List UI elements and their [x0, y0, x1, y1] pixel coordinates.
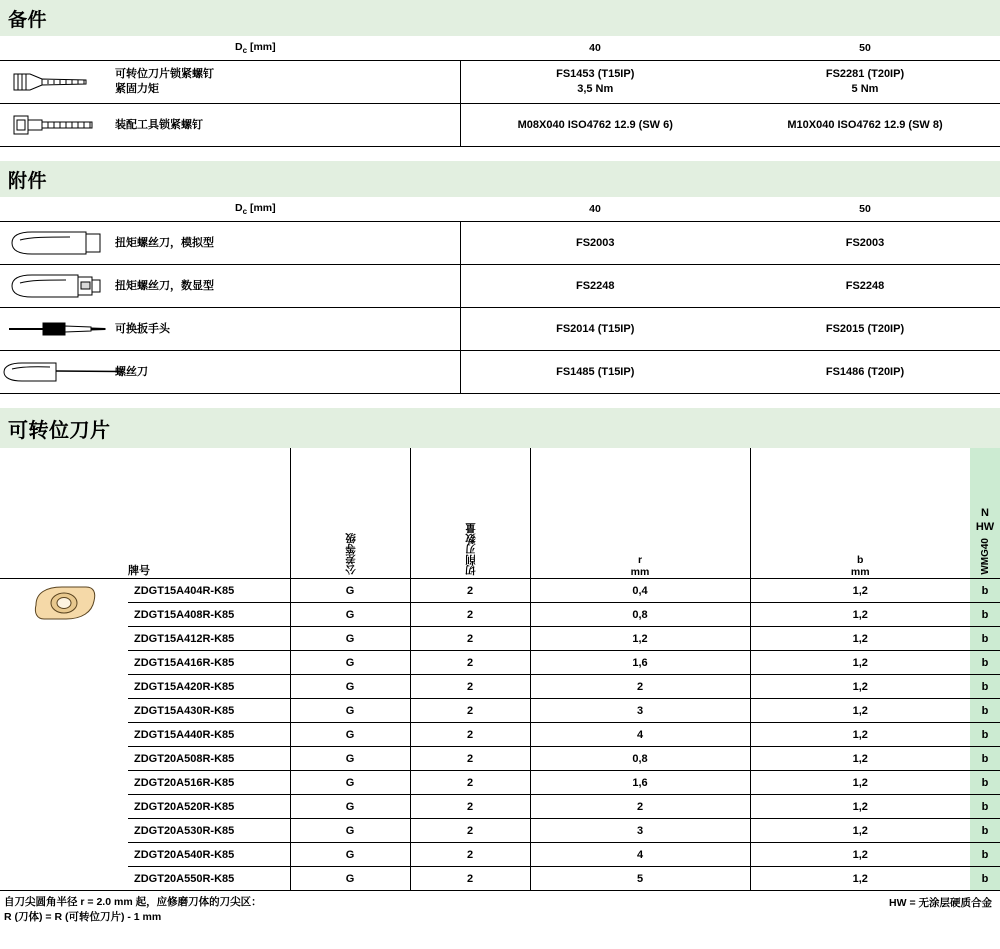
col-header-r-unit: mm [630, 565, 650, 578]
insert-b: 1,2 [750, 675, 970, 699]
insert-grade: b [970, 843, 1000, 867]
accessory-description-line1: 扭矩螺丝刀，模拟型 [115, 236, 214, 249]
accessory-value-50: FS2015 (T20IP) [730, 308, 1000, 351]
part-description-line2: 紧固力矩 [115, 83, 159, 95]
insert-r: 4 [530, 843, 750, 867]
insert-grade: b [970, 723, 1000, 747]
table-row [0, 104, 1000, 147]
table-row [0, 579, 1000, 603]
dc-col-40: 40 [589, 42, 601, 54]
insert-b: 1,2 [750, 795, 970, 819]
grade-code-label: WMG40 [979, 538, 991, 575]
insert-grade: b [970, 795, 1000, 819]
part-description [115, 61, 460, 104]
insert-name: ZDGT20A508R-K85 [128, 747, 290, 771]
part-description-line1: 可转位刀片锁紧螺钉 [115, 68, 214, 81]
insert-name: ZDGT20A550R-K85 [128, 867, 290, 891]
table-row [0, 723, 1000, 747]
dc-col-40: 40 [589, 203, 601, 215]
section-header-accessories [0, 161, 1000, 197]
table-row [0, 867, 1000, 891]
part-value-50-line1: FS2281 (T20IP) [825, 68, 905, 81]
table-row [0, 771, 1000, 795]
part-value-40-line1: M08X040 ISO4762 12.9 (SW 6) [517, 118, 673, 131]
spare-parts-table [0, 36, 1000, 146]
col-header-r [530, 448, 750, 579]
col-header-tolerance [290, 448, 410, 579]
insert-edges: 2 [410, 771, 530, 795]
empty-header-icon [0, 197, 115, 222]
insert-tolerance: G [290, 771, 410, 795]
section-title-spare-parts: 备件 [8, 9, 48, 31]
insert-r: 2 [530, 675, 750, 699]
dc-symbol: D [235, 40, 243, 53]
part-value-40-line2: 3,5 Nm [577, 83, 614, 95]
accessory-value-50: FS1486 (T20IP) [730, 351, 1000, 394]
insert-b: 1,2 [750, 771, 970, 795]
table-row [0, 603, 1000, 627]
insert-name: ZDGT15A430R-K85 [128, 699, 290, 723]
insert-icon-header [0, 448, 128, 579]
insert-shape-icon [0, 579, 128, 891]
inserts-header-row [0, 448, 1000, 579]
part-value-50-line2: 5 Nm [851, 83, 879, 95]
insert-tolerance: G [290, 651, 410, 675]
insert-name: ZDGT20A540R-K85 [128, 843, 290, 867]
insert-b: 1,2 [750, 723, 970, 747]
insert-edges: 2 [410, 747, 530, 771]
insert-r: 1,2 [530, 627, 750, 651]
part-value-50 [730, 61, 1000, 104]
accessory-description [115, 265, 460, 308]
torque-screwdriver-analog-icon [0, 222, 115, 265]
insert-edges: 2 [410, 699, 530, 723]
table-row [0, 675, 1000, 699]
table-row [0, 351, 1000, 394]
section-title-accessories: 附件 [8, 170, 48, 192]
insert-tolerance: G [290, 675, 410, 699]
table-row [0, 747, 1000, 771]
table-row [0, 222, 1000, 265]
dc-symbol: D [235, 201, 243, 214]
insert-grade: b [970, 603, 1000, 627]
col-header-cutting-edges [410, 448, 530, 579]
insert-grade: b [970, 699, 1000, 723]
section-header-spare-parts [0, 0, 1000, 36]
insert-b: 1,2 [750, 699, 970, 723]
part-value-50 [730, 104, 1000, 147]
insert-edges: 2 [410, 843, 530, 867]
insert-name: ZDGT20A516R-K85 [128, 771, 290, 795]
inserts-table [0, 448, 1000, 890]
accessory-value-50: FS2003 [730, 222, 1000, 265]
insert-r: 3 [530, 699, 750, 723]
accessories-table [0, 197, 1000, 393]
insert-edges: 2 [410, 651, 530, 675]
insert-edges: 2 [410, 579, 530, 603]
insert-r: 0,8 [530, 747, 750, 771]
insert-r: 3 [530, 819, 750, 843]
insert-r: 0,4 [530, 579, 750, 603]
insert-tolerance: G [290, 843, 410, 867]
accessory-value-40: FS2003 [460, 222, 730, 265]
insert-edges: 2 [410, 627, 530, 651]
insert-grade: b [970, 867, 1000, 891]
accessory-description [115, 351, 460, 394]
col-header-b-unit: mm [850, 565, 870, 578]
table-row [0, 651, 1000, 675]
insert-b: 1,2 [750, 603, 970, 627]
insert-tolerance: G [290, 723, 410, 747]
insert-grade: b [970, 747, 1000, 771]
insert-b: 1,2 [750, 867, 970, 891]
insert-grade: b [970, 651, 1000, 675]
accessory-description [115, 308, 460, 351]
insert-r: 5 [530, 867, 750, 891]
insert-tolerance: G [290, 699, 410, 723]
insert-tolerance: G [290, 795, 410, 819]
insert-b: 1,2 [750, 651, 970, 675]
grade-group-n: N [981, 506, 989, 519]
part-description [115, 104, 460, 147]
table-row [0, 699, 1000, 723]
table-header-row [0, 197, 1000, 222]
table-row [0, 265, 1000, 308]
torque-screwdriver-digital-icon [0, 265, 115, 308]
insert-r: 0,8 [530, 603, 750, 627]
insert-tolerance: G [290, 819, 410, 843]
dc-col-50: 50 [859, 203, 871, 215]
insert-edges: 2 [410, 723, 530, 747]
footnote-left-line1: 自刀尖圆角半径 r = 2.0 mm 起，应修磨刀体的刀尖区： [4, 896, 262, 908]
accessory-value-40: FS2014 (T15IP) [460, 308, 730, 351]
screwdriver-icon [0, 351, 115, 394]
part-value-40 [460, 61, 730, 104]
part-value-40-line1: FS1453 (T15IP) [556, 68, 635, 81]
insert-grade: b [970, 675, 1000, 699]
dc-subscript: c [242, 207, 248, 217]
insert-edges: 2 [410, 795, 530, 819]
table-row [0, 627, 1000, 651]
countersunk-screw-icon [0, 61, 115, 104]
insert-tolerance: G [290, 747, 410, 771]
col-header-b-symbol: b [857, 553, 864, 566]
grade-group-hw: HW [975, 520, 995, 533]
insert-grade: b [970, 627, 1000, 651]
col-header-tolerance-label: 公差等级 [344, 533, 357, 575]
footnotes [0, 891, 1000, 924]
accessory-value-40: FS2248 [460, 265, 730, 308]
insert-r: 1,6 [530, 771, 750, 795]
insert-name: ZDGT15A420R-K85 [128, 675, 290, 699]
accessory-value-40: FS1485 (T15IP) [460, 351, 730, 394]
section-title-inserts: 可转位刀片 [8, 419, 111, 442]
insert-name: ZDGT15A404R-K85 [128, 579, 290, 603]
insert-edges: 2 [410, 867, 530, 891]
dc-col-50: 50 [859, 42, 871, 54]
insert-b: 1,2 [750, 627, 970, 651]
insert-r: 1,6 [530, 651, 750, 675]
col-header-name: 牌号 [128, 565, 150, 577]
dc-unit: [mm] [249, 201, 276, 214]
insert-name: ZDGT15A408R-K85 [128, 603, 290, 627]
dc-header-label [115, 36, 460, 61]
dc-header-label [115, 197, 460, 222]
accessory-description [115, 222, 460, 265]
insert-edges: 2 [410, 819, 530, 843]
insert-b: 1,2 [750, 819, 970, 843]
inserts-table-wrap [0, 448, 1000, 891]
dc-subscript: c [242, 46, 248, 56]
part-value-40 [460, 104, 730, 147]
part-description-line1: 装配工具锁紧螺钉 [115, 118, 203, 131]
table-row [0, 61, 1000, 104]
table-row [0, 795, 1000, 819]
insert-edges: 2 [410, 603, 530, 627]
insert-name: ZDGT20A520R-K85 [128, 795, 290, 819]
footnote-left-line2: R (刀体) = R (可转位刀片) - 1 mm [4, 910, 162, 923]
insert-name: ZDGT15A440R-K85 [128, 723, 290, 747]
col-header-b [750, 448, 970, 579]
table-row [0, 819, 1000, 843]
col-header-cutting-edges-label: 切削刃数量 [464, 522, 477, 575]
insert-edges: 2 [410, 675, 530, 699]
insert-tolerance: G [290, 603, 410, 627]
insert-grade: b [970, 771, 1000, 795]
empty-header-icon [0, 36, 115, 61]
accessory-description-line1: 可换扳手头 [115, 322, 170, 335]
insert-tolerance: G [290, 627, 410, 651]
exchangeable-wrench-head-icon [0, 308, 115, 351]
insert-b: 1,2 [750, 747, 970, 771]
table-row [0, 308, 1000, 351]
accessory-value-50: FS2248 [730, 265, 1000, 308]
col-header-r-symbol: r [637, 553, 643, 566]
insert-tolerance: G [290, 867, 410, 891]
insert-name: ZDGT15A412R-K85 [128, 627, 290, 651]
insert-r: 2 [530, 795, 750, 819]
insert-name: ZDGT20A530R-K85 [128, 819, 290, 843]
col-header-grade [970, 448, 1000, 579]
footnote-right: HW = 无涂层硬质合金 [889, 897, 992, 909]
socket-head-screw-icon [0, 104, 115, 147]
divider [0, 890, 1000, 891]
insert-b: 1,2 [750, 843, 970, 867]
insert-r: 4 [530, 723, 750, 747]
accessory-description-line1: 螺丝刀 [115, 365, 148, 378]
insert-b: 1,2 [750, 579, 970, 603]
insert-grade: b [970, 819, 1000, 843]
insert-grade: b [970, 579, 1000, 603]
dc-unit: [mm] [249, 40, 276, 53]
accessory-description-line1: 扭矩螺丝刀，数显型 [115, 279, 214, 292]
part-value-50-line1: M10X040 ISO4762 12.9 (SW 8) [787, 118, 943, 131]
section-header-inserts [0, 408, 1000, 448]
table-header-row [0, 36, 1000, 61]
footnote-left [0, 895, 262, 924]
insert-tolerance: G [290, 579, 410, 603]
insert-name: ZDGT15A416R-K85 [128, 651, 290, 675]
table-row [0, 843, 1000, 867]
